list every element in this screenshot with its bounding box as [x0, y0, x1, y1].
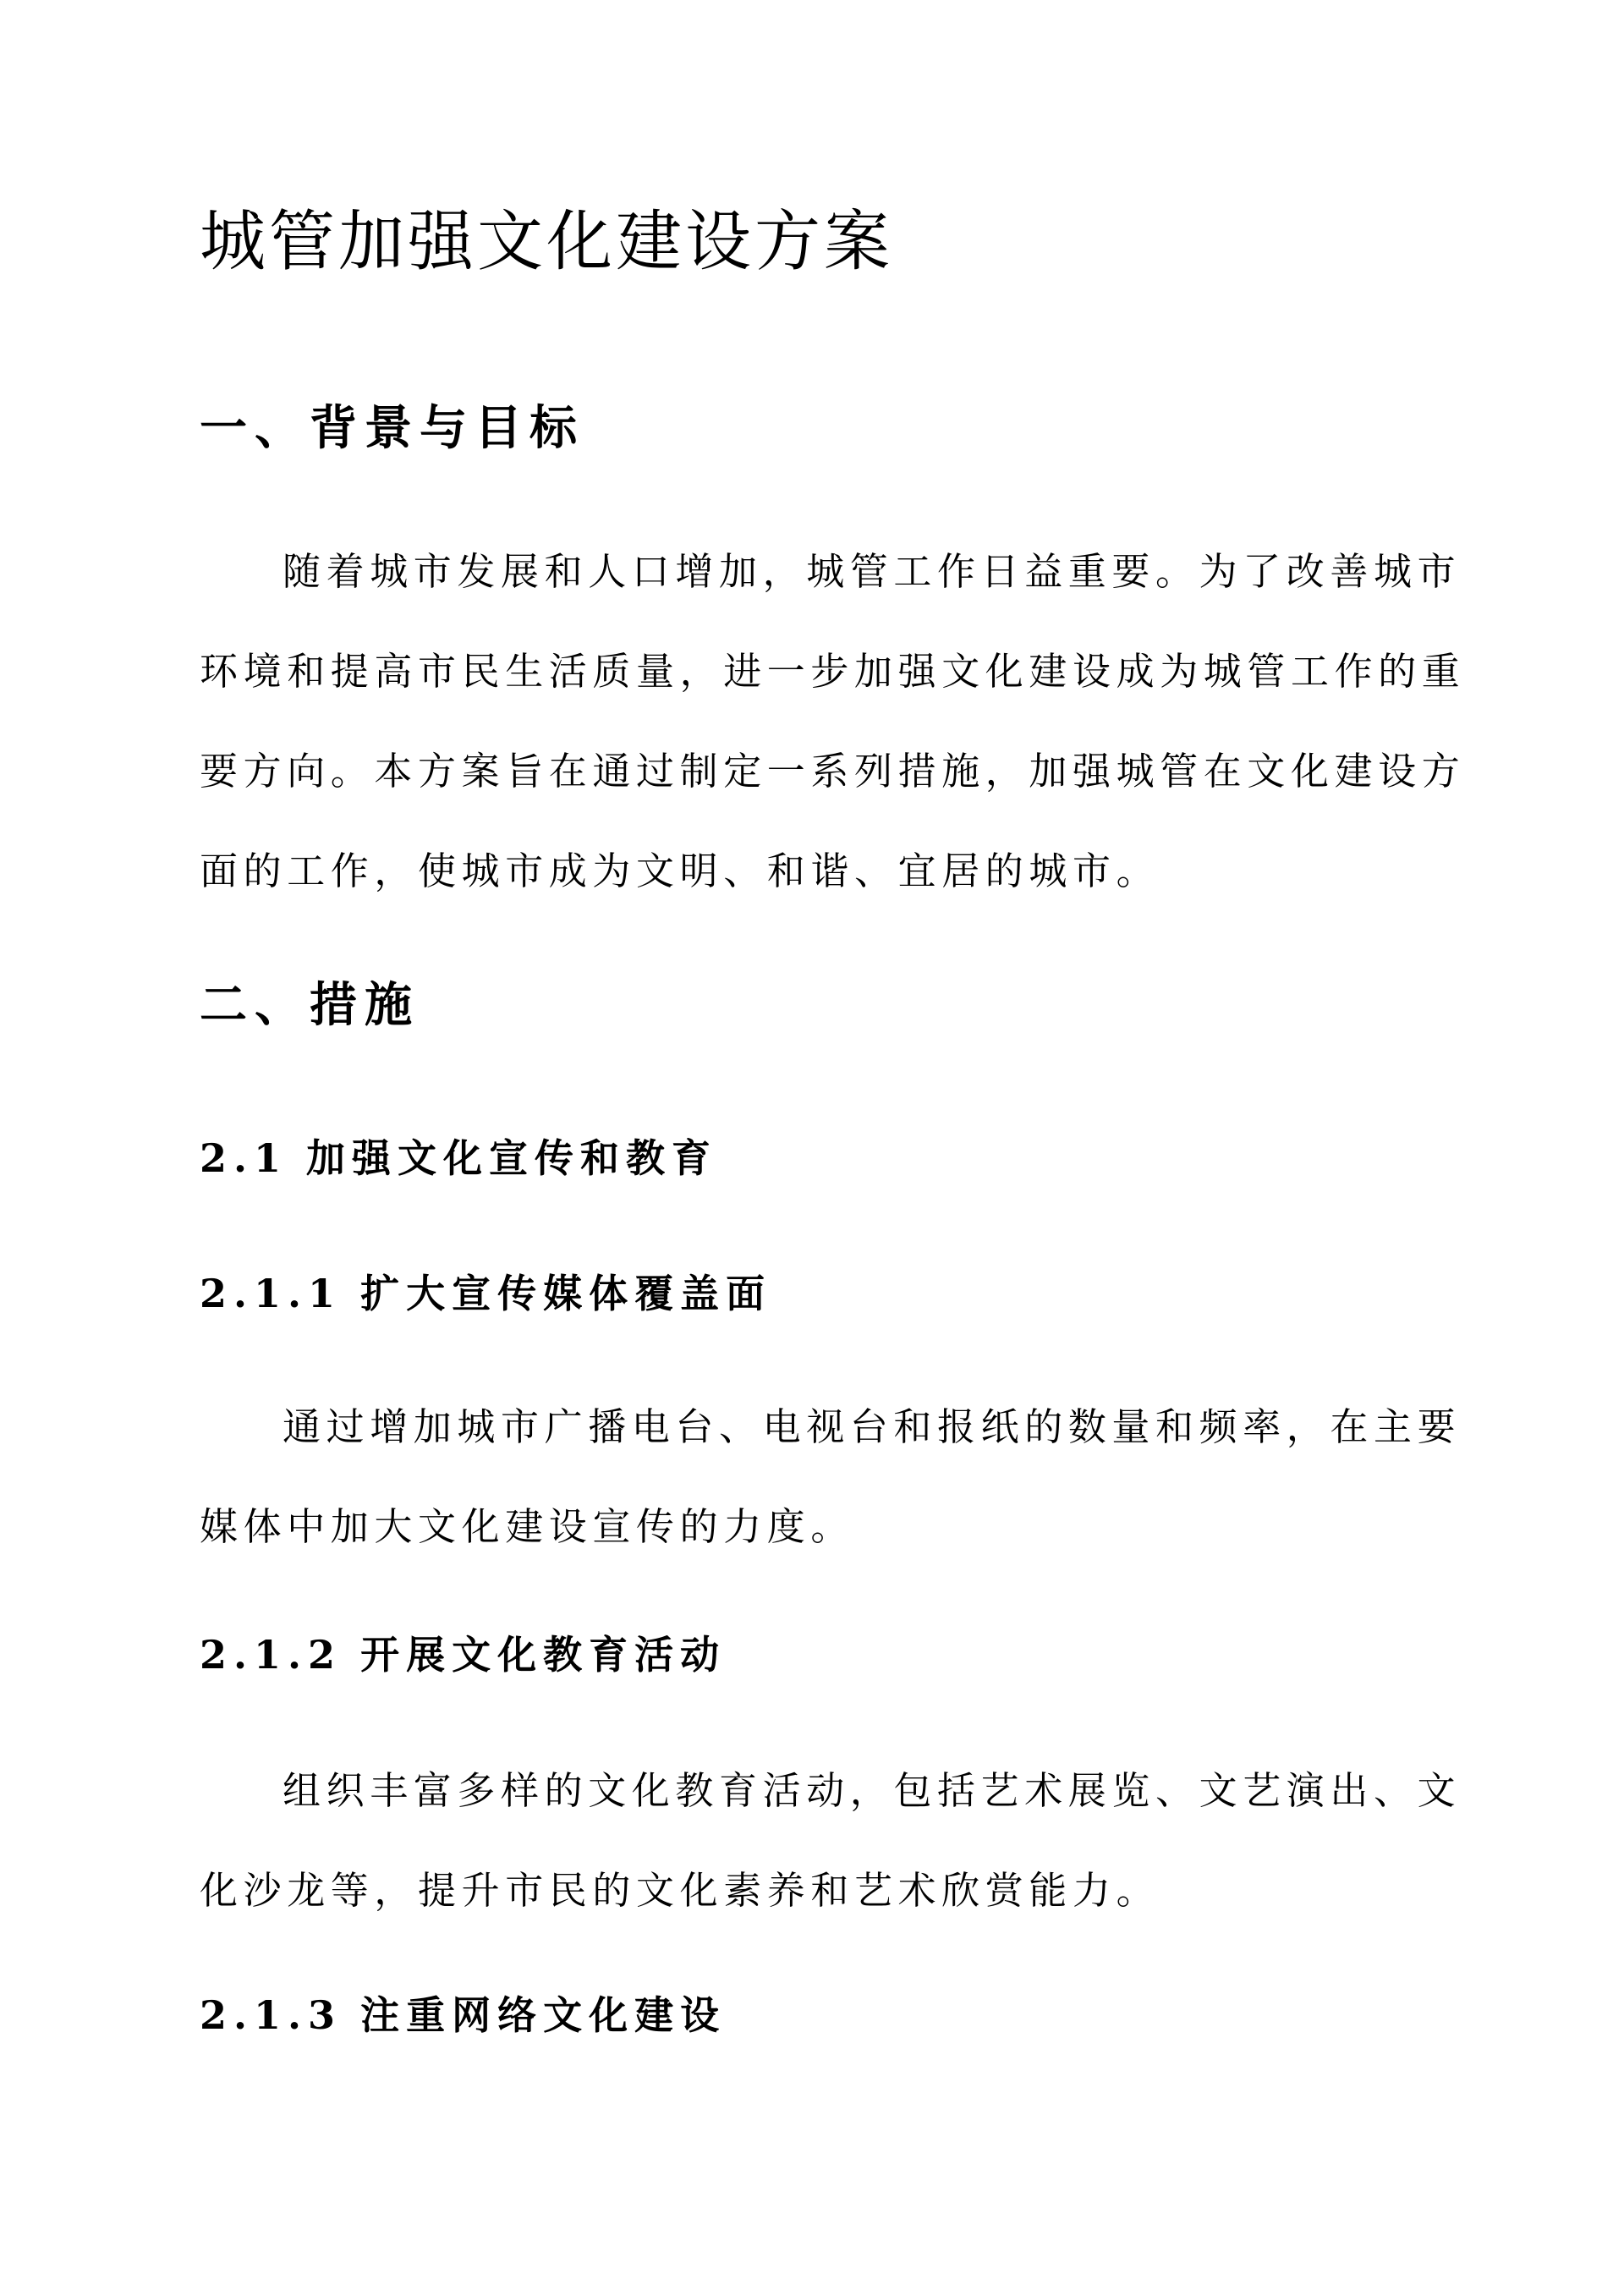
section-heading-background: 一、背景与目标: [200, 400, 584, 456]
document-title: 城管加强文化建设方案: [200, 204, 894, 280]
subsection-number: 2.1: [200, 1135, 288, 1181]
paragraph-line: 媒体中加大文化建设宣传的力度。: [200, 1504, 855, 1549]
item-heading-2-1-2: [200, 1625, 1429, 1684]
item-heading-2-1-1: [200, 1264, 1429, 1323]
item-title: 开展文化教育活动: [360, 1632, 727, 1678]
item-title: 注重网络文化建设: [360, 1992, 727, 2038]
item-title: 扩大宣传媒体覆盖面: [360, 1271, 772, 1316]
paragraph-line: 要方向。本方案旨在通过制定一系列措施，加强城管在文化建设方: [200, 749, 1466, 794]
item-number: 2.1.3: [200, 1992, 343, 2038]
paragraph-line: 通过增加城市广播电台、电视台和报纸的数量和频率，在主要: [283, 1404, 1462, 1449]
subsection-heading-2-1: [200, 1129, 1429, 1188]
education-activities-paragraph: [200, 1741, 1462, 1941]
paragraph-line: 化沙龙等，提升市民的文化素养和艺术欣赏能力。: [200, 1868, 1160, 1913]
item-number: 2.1.2: [200, 1632, 343, 1678]
media-coverage-paragraph: [200, 1377, 1462, 1577]
background-paragraph: [200, 522, 1466, 921]
paragraph-line: 环境和提高市民生活质量，进一步加强文化建设成为城管工作的重: [200, 649, 1466, 694]
paragraph-line: 随着城市发展和人口增加，城管工作日益重要。为了改善城市: [283, 549, 1462, 594]
paragraph-line: 组织丰富多样的文化教育活动，包括艺术展览、文艺演出、文: [283, 1768, 1462, 1813]
paragraph-line: 面的工作，使城市成为文明、和谐、宜居的城市。: [200, 849, 1160, 893]
subsection-title: 加强文化宣传和教育: [306, 1135, 718, 1181]
section-heading-measures: 二、措施: [200, 977, 420, 1033]
item-heading-2-1-3: [200, 1986, 1429, 2045]
item-number: 2.1.1: [200, 1271, 343, 1316]
